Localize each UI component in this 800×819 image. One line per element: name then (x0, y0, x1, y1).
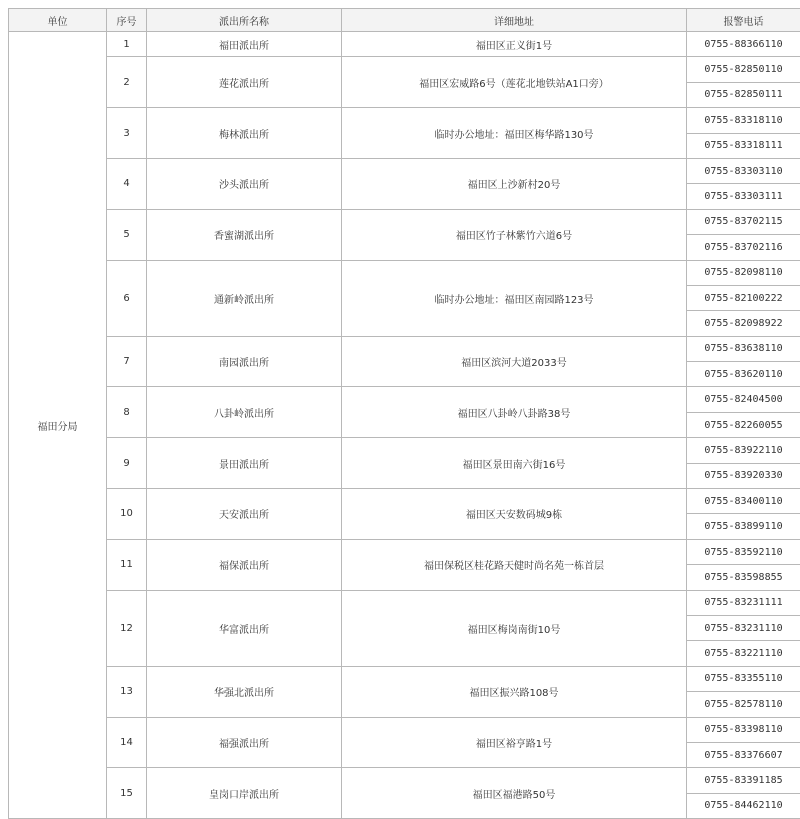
header-phone: 报警电话 (687, 9, 800, 32)
address-cell: 福田区竹子林紫竹六道6号 (342, 209, 687, 260)
serial-cell: 4 (107, 158, 147, 209)
serial-cell: 12 (107, 590, 147, 666)
table-row (9, 489, 800, 514)
phone-cell: 0755-83231111 (687, 590, 800, 615)
station-name-cell: 莲花派出所 (147, 57, 342, 108)
phone-cell: 0755-83303111 (687, 184, 800, 209)
table-row (9, 717, 800, 742)
table-row (9, 32, 800, 57)
phone-cell: 0755-84462110 (687, 793, 800, 818)
serial-cell: 3 (107, 108, 147, 159)
phone-cell: 0755-82260055 (687, 412, 800, 437)
serial-cell: 9 (107, 438, 147, 489)
serial-cell: 11 (107, 539, 147, 590)
phone-cell: 0755-83598855 (687, 565, 800, 590)
station-name-cell: 福田派出所 (147, 32, 342, 57)
station-name-cell: 香蜜湖派出所 (147, 209, 342, 260)
table-row (9, 209, 800, 234)
address-cell: 福田区天安数码城9栋 (342, 489, 687, 540)
address-cell: 福田区振兴路108号 (342, 666, 687, 717)
table-row (9, 539, 800, 564)
phone-cell: 0755-83400110 (687, 489, 800, 514)
phone-cell: 0755-83303110 (687, 158, 800, 183)
phone-cell: 0755-83318110 (687, 108, 800, 133)
address-cell: 福田区上沙新村20号 (342, 158, 687, 209)
station-name-cell: 八卦岭派出所 (147, 387, 342, 438)
address-cell: 福田区梅岗南街10号 (342, 590, 687, 666)
header-address: 详细地址 (342, 9, 687, 32)
phone-cell: 0755-82850110 (687, 57, 800, 82)
serial-cell: 14 (107, 717, 147, 768)
address-cell: 福田保税区桂花路天健时尚名苑一栋首层 (342, 539, 687, 590)
table-row (9, 57, 800, 82)
phone-cell: 0755-83318111 (687, 133, 800, 158)
phone-cell: 0755-83702115 (687, 209, 800, 234)
table-row (9, 108, 800, 133)
phone-cell: 0755-83702116 (687, 235, 800, 260)
serial-cell: 8 (107, 387, 147, 438)
phone-cell: 0755-83355110 (687, 666, 800, 691)
header-serial-number: 序号 (107, 9, 147, 32)
station-name-cell: 通新岭派出所 (147, 260, 342, 336)
table-body (9, 32, 800, 819)
phone-cell: 0755-83391185 (687, 768, 800, 793)
phone-cell: 0755-83231110 (687, 615, 800, 640)
phone-cell: 0755-82098922 (687, 311, 800, 336)
address-cell: 福田区宏威路6号（莲花北地铁站A1口旁） (342, 57, 687, 108)
unit-cell: 福田分局 (9, 32, 107, 819)
station-name-cell: 福强派出所 (147, 717, 342, 768)
station-name-cell: 天安派出所 (147, 489, 342, 540)
serial-cell: 10 (107, 489, 147, 540)
address-cell: 福田区福港路50号 (342, 768, 687, 819)
phone-cell: 0755-83638110 (687, 336, 800, 361)
table-row (9, 387, 800, 412)
phone-cell: 0755-83376607 (687, 742, 800, 767)
table-row (9, 438, 800, 463)
station-name-cell: 梅林派出所 (147, 108, 342, 159)
address-cell: 临时办公地址：福田区南园路123号 (342, 260, 687, 336)
station-name-cell: 沙头派出所 (147, 158, 342, 209)
address-cell: 福田区裕亨路1号 (342, 717, 687, 768)
address-cell: 福田区滨河大道2033号 (342, 336, 687, 387)
address-cell: 福田区八卦岭八卦路38号 (342, 387, 687, 438)
phone-cell: 0755-82850111 (687, 82, 800, 107)
phone-cell: 0755-82098110 (687, 260, 800, 285)
phone-cell: 0755-88366110 (687, 32, 800, 57)
table-row (9, 260, 800, 285)
station-name-cell: 华强北派出所 (147, 666, 342, 717)
serial-cell: 1 (107, 32, 147, 57)
phone-cell: 0755-83592110 (687, 539, 800, 564)
header-unit: 单位 (9, 9, 107, 32)
station-name-cell: 南园派出所 (147, 336, 342, 387)
table-row (9, 336, 800, 361)
header-station-name: 派出所名称 (147, 9, 342, 32)
table-row (9, 158, 800, 183)
table-row (9, 590, 800, 615)
address-cell: 福田区景田南六街16号 (342, 438, 687, 489)
phone-cell: 0755-83620110 (687, 362, 800, 387)
address-cell: 临时办公地址：福田区梅华路130号 (342, 108, 687, 159)
serial-cell: 2 (107, 57, 147, 108)
phone-cell: 0755-83899110 (687, 514, 800, 539)
phone-cell: 0755-83920330 (687, 463, 800, 488)
police-station-table (8, 8, 800, 819)
serial-cell: 7 (107, 336, 147, 387)
station-name-cell: 福保派出所 (147, 539, 342, 590)
phone-cell: 0755-82578110 (687, 692, 800, 717)
phone-cell: 0755-83398110 (687, 717, 800, 742)
station-name-cell: 华富派出所 (147, 590, 342, 666)
phone-cell: 0755-82404500 (687, 387, 800, 412)
serial-cell: 5 (107, 209, 147, 260)
station-name-cell: 皇岗口岸派出所 (147, 768, 342, 819)
table-row (9, 768, 800, 793)
table-row (9, 666, 800, 691)
address-cell: 福田区正义街1号 (342, 32, 687, 57)
phone-cell: 0755-83221110 (687, 641, 800, 666)
phone-cell: 0755-83922110 (687, 438, 800, 463)
serial-cell: 13 (107, 666, 147, 717)
serial-cell: 6 (107, 260, 147, 336)
serial-cell: 15 (107, 768, 147, 819)
phone-cell: 0755-82100222 (687, 285, 800, 310)
station-name-cell: 景田派出所 (147, 438, 342, 489)
header-row (9, 9, 800, 32)
